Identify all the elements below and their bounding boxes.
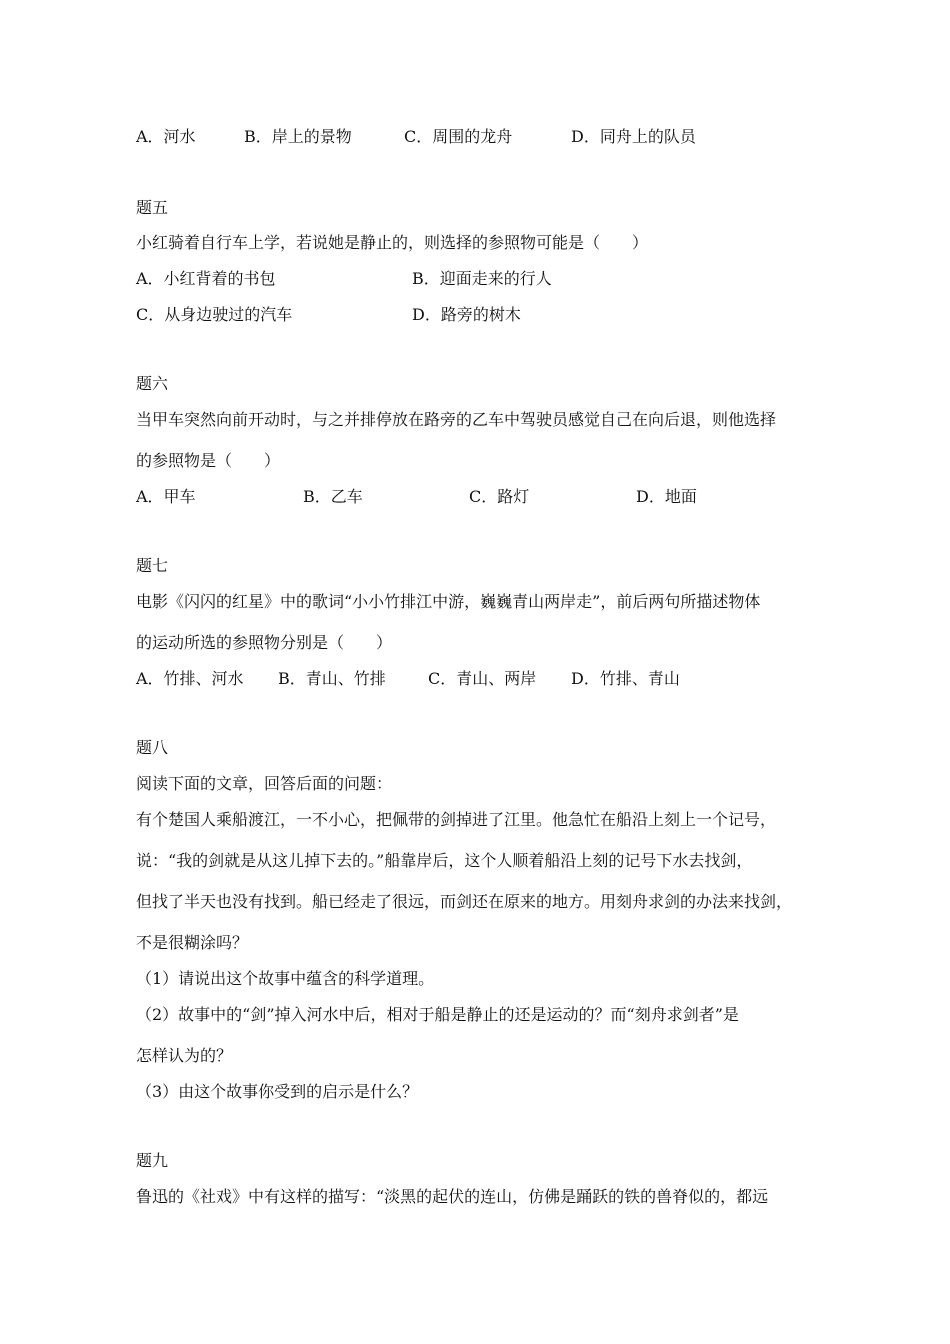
q5-option-b: B．迎面走来的行人 (412, 269, 552, 288)
q5-title: 题五 (136, 198, 169, 217)
q7-title: 题七 (136, 556, 169, 575)
q7-stem-line: 的运动所选的参照物分别是（ ） (136, 633, 393, 652)
q8-passage-line: 说：“我的剑就是从这儿掉下去的。”船靠岸后，这个人顺着船沿上刻的记号下水去找剑， (136, 851, 753, 870)
q8-subquestion-2-line: 怎样认为的？ (136, 1046, 233, 1065)
q5-option-a: A．小红背着的书包 (136, 269, 276, 288)
q8-passage-line: 但找了半天也没有找到。船已经走了很远，而剑还在原来的地方。用刻舟求剑的办法来找剑， (136, 892, 793, 911)
q6-option-a: A．甲车 (136, 487, 196, 506)
q8-passage-line: 不是很糊涂吗？ (136, 933, 249, 952)
q9-stem-start: 鲁迅的《社戏》中有这样的描写：“淡黑的起伏的连山，仿佛是踊跃的铁的兽脊似的，都远 (136, 1187, 769, 1206)
q7-option-d: D．竹排、青山 (571, 669, 680, 688)
q7-stem-line: 电影《闪闪的红星》中的歌词“小小竹排江中游，巍巍青山两岸走”，前后两句所描述物体 (136, 592, 761, 611)
q4-option-d: D．同舟上的队员 (571, 127, 696, 146)
q8-title: 题八 (136, 738, 169, 757)
q4-option-b: B．岸上的景物 (244, 127, 352, 146)
q9-title: 题九 (136, 1151, 169, 1170)
q7-option-b: B．青山、竹排 (278, 669, 386, 688)
q7-option-a: A．竹排、河水 (136, 669, 244, 688)
q5-option-d: D．路旁的树木 (412, 305, 521, 324)
q6-title: 题六 (136, 374, 169, 393)
q8-subquestion-1: （1）请说出这个故事中蕴含的科学道理。 (136, 969, 435, 988)
q4-option-c: C．周围的龙舟 (404, 127, 513, 146)
q8-subquestion-3: （3）由这个故事你受到的启示是什么？ (136, 1082, 419, 1101)
q6-stem-line: 的参照物是（ ） (136, 451, 281, 470)
q5-option-c: C．从身边驶过的汽车 (136, 305, 293, 324)
q5-stem: 小红骑着自行车上学，若说她是静止的，则选择的参照物可能是（ ） (136, 233, 649, 252)
q8-passage-line: 有个楚国人乘船渡江，一不小心，把佩带的剑掉进了江里。他急忙在船沿上刻上一个记号， (136, 810, 777, 829)
q7-option-c: C．青山、两岸 (428, 669, 537, 688)
q4-option-a: A．河水 (136, 127, 196, 146)
q6-option-c: C．路灯 (469, 487, 530, 506)
q8-intro: 阅读下面的文章，回答后面的问题： (136, 774, 393, 793)
q6-option-b: B．乙车 (303, 487, 363, 506)
q6-stem-line: 当甲车突然向前开动时，与之并排停放在路旁的乙车中驾驶员感觉自己在向后退，则他选择 (136, 410, 777, 429)
q6-option-d: D．地面 (636, 487, 697, 506)
q8-subquestion-2-line: （2）故事中的“剑”掉入河水中后，相对于船是静止的还是运动的？而“刻舟求剑者”是 (136, 1005, 739, 1024)
